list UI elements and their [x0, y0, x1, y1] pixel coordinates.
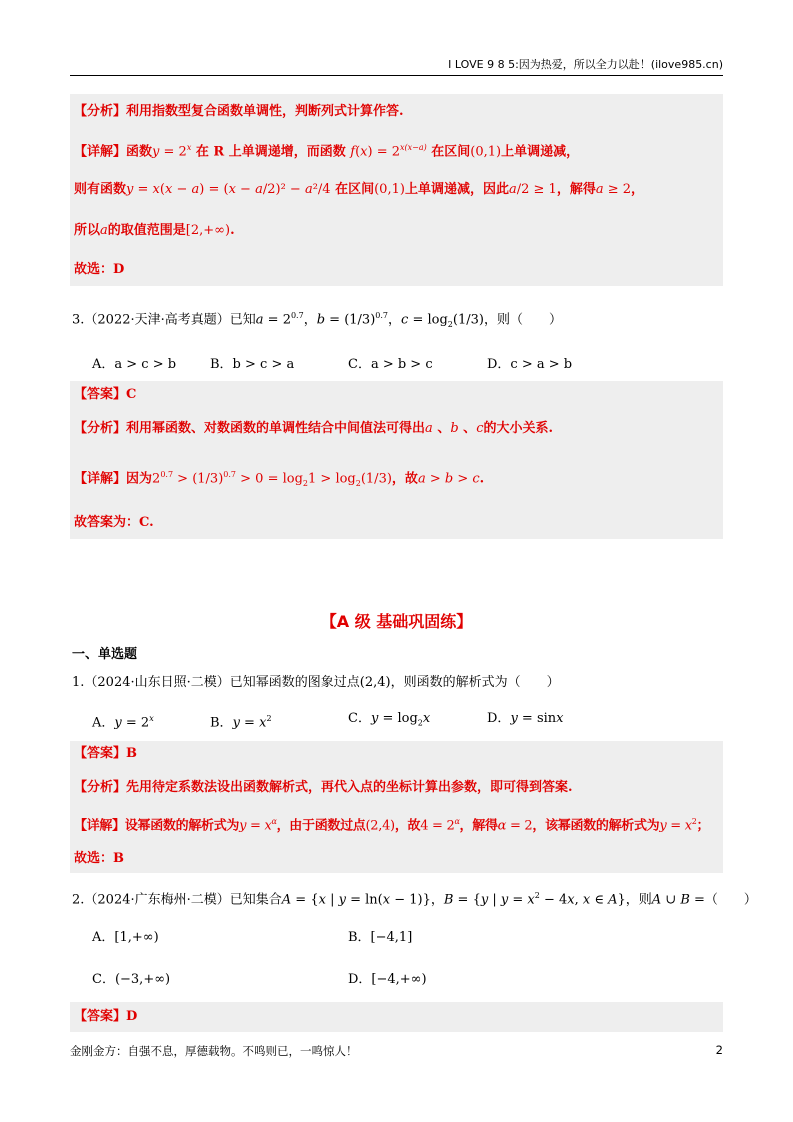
choice-line: 故选：D	[74, 262, 125, 277]
question-1-stem: 1.（2024·山东日照·二模）已知幂函数的图象过点(2,4)，则函数的解析式为（ ）	[72, 675, 560, 690]
q3-option-c[interactable]: C．a > b > c	[348, 357, 433, 372]
q1-option-c[interactable]: C．$y = \log_2x$	[348, 711, 431, 728]
detail-line-3: 所以a的取值范围是[2,+∞).	[74, 223, 235, 238]
q3-option-b[interactable]: B．b > c > a	[210, 357, 295, 372]
footer-motto: 金刚金方：自强不息，厚德载物。不鸣则已，一鸣惊人！	[70, 1044, 358, 1058]
q1-option-d[interactable]: D．y = sinx	[487, 711, 564, 726]
question-3-stem: 3.（2022·天津·高考真题）已知$a = 2^{0.7}$，$b = (1/3)^{0.7}$，$c = \log_2(1/3)$，则（ ）	[72, 311, 562, 329]
q1-option-a[interactable]: A．$y = 2^x$	[92, 714, 154, 731]
solution-box-q1	[70, 741, 723, 873]
q2-option-c[interactable]: C．(−3,+∞)	[92, 972, 171, 987]
q3-detail: 【详解】因为$2^{0.7} > (1/3)^{0.7} > 0 = \log_21 > \log_2(1/3)$，故a > b > c.	[74, 470, 485, 488]
section-label: 一、单选题	[72, 647, 138, 662]
q2-option-d[interactable]: D．[−4,+∞)	[348, 972, 427, 987]
detail-line-2: 则有函数y = x(x − a) = (x − a/2)² − a²/4 在区间(0,1)上单调递减，因此a/2 ≥ 1，解得a ≥ 2，	[74, 182, 645, 197]
page-number: 2	[715, 1043, 723, 1057]
q1-choice: 故选：B	[74, 851, 125, 866]
q2-option-b[interactable]: B．[−4,1]	[348, 930, 413, 945]
solution-box-q2	[70, 1002, 723, 1032]
page-header	[70, 56, 723, 76]
q1-answer: 【答案】B	[74, 746, 138, 761]
q3-answer: 【答案】C	[74, 387, 137, 402]
solution-box-q3	[70, 381, 723, 539]
q3-analysis: 【分析】利用幂函数、对数函数的单调性结合中间值法可得出a 、b 、c的大小关系.	[74, 421, 553, 436]
q1-detail: 【详解】设幂函数的解析式为$y = x^\alpha$，由于函数过点(2,4)，故$4 = 2^\alpha$，解得α = 2，该幂函数的解析式为$y = x^2$；	[74, 817, 710, 834]
header-text: I LOVE 9 8 5:因为热爱，所以全力以赴！(ilove985.cn)	[448, 58, 723, 71]
q3-conclusion: 故答案为：C.	[74, 515, 154, 530]
q3-option-d[interactable]: D．c > a > b	[487, 357, 573, 372]
question-2-stem: 2.（2024·广东梅州·二模）已知集合A = {x | y = ln(x − 1)}，B = {y | $y = x^2 - 4x$, x ∈ A}，则A ∪ B =（ ）	[72, 891, 757, 908]
section-title: 【A 级 基础巩固练】	[320, 612, 473, 631]
detail-line-1: 【详解】函数$y = 2^x$ 在 R 上单调递增，而函数 $f(x) = 2^{x(x-a)}$ 在区间(0,1)上单调递减，	[74, 143, 580, 160]
q1-option-b[interactable]: B．$y = x^2$	[210, 714, 272, 731]
q1-analysis: 【分析】先用待定系数法设出函数解析式，再代入点的坐标计算出参数，即可得到答案.	[74, 780, 573, 795]
q3-option-a[interactable]: A．a > c > b	[92, 357, 177, 372]
analysis-line: 【分析】利用指数型复合函数单调性，判断列式计算作答.	[74, 104, 404, 119]
q2-option-a[interactable]: A．[1,+∞)	[92, 930, 159, 945]
q2-answer: 【答案】D	[74, 1009, 138, 1024]
